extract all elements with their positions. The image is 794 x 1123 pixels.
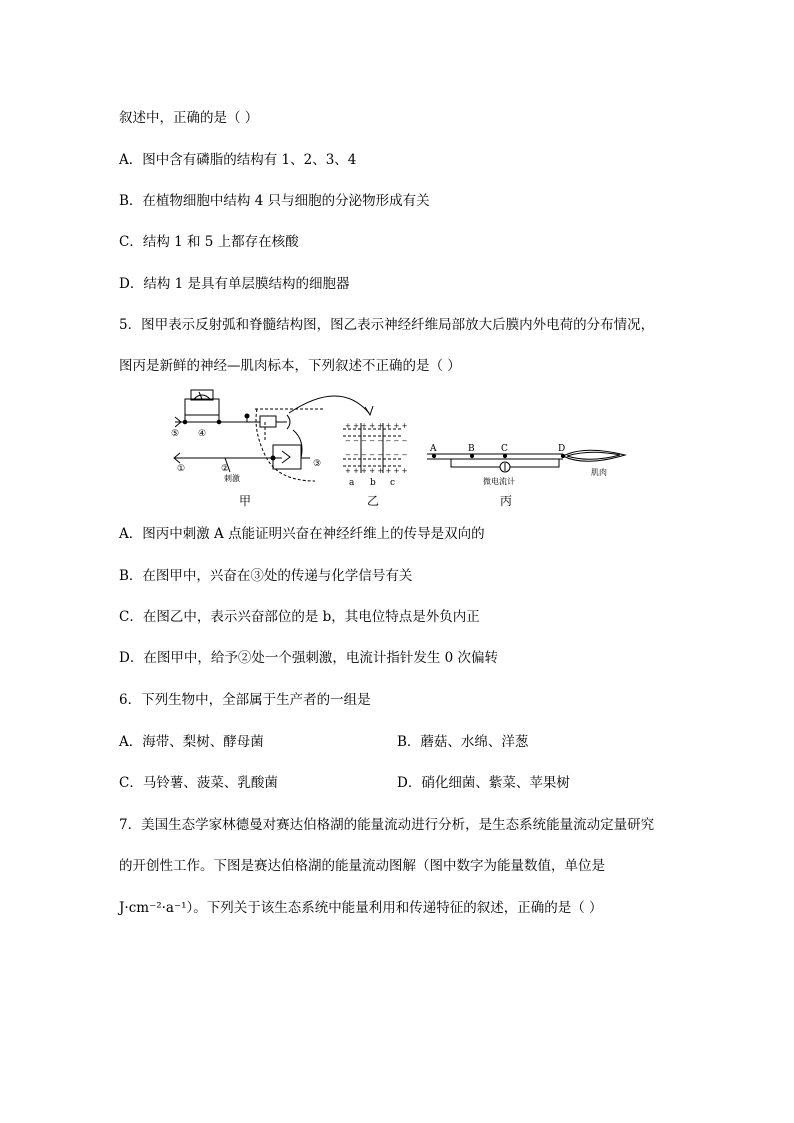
- q7-stem-line1: 7．美国生态学家林德曼对赛达伯格湖的能量流动进行分析，是生态系统能量流动定量研究: [119, 817, 655, 833]
- q6-option-a: A．海带、梨树、酵母菌: [119, 734, 264, 750]
- q6-option-b: B．蘑菇、水绵、洋葱: [397, 734, 529, 750]
- jia-label-2: ②: [221, 464, 230, 474]
- svg-text:− − − − − − − −: − − − − − − − −: [345, 451, 408, 459]
- yi-label-b: b: [370, 478, 376, 488]
- jia-label-4: ④: [198, 429, 207, 439]
- bing-label-a: A: [430, 444, 437, 454]
- bing-label-b: B: [468, 444, 475, 454]
- figure-yi: [343, 423, 401, 473]
- bing-caption: 丙: [500, 494, 513, 508]
- bing-label-c: C: [501, 444, 508, 454]
- q5-option-b: B．在图甲中，兴奋在③处的传递与化学信号有关: [119, 568, 413, 584]
- svg-text:− − − − − − − −: − − − − − − − −: [345, 437, 408, 445]
- jia-caption: 甲: [239, 494, 252, 508]
- q5-stem-line2: 图丙是新鲜的神经—肌肉标本，下列叙述不正确的是（ ）: [119, 358, 461, 374]
- bing-label-d: D: [558, 444, 566, 454]
- q7-stem-line3: J·cm⁻²·a⁻¹）。下列关于该生态系统中能量利用和传递特征的叙述，正确的是（ ）: [119, 900, 603, 916]
- jia-label-stimulus: 刺激: [224, 474, 240, 483]
- yi-label-a: a: [349, 478, 355, 488]
- q5-stem-line1: 5．图甲表示反射弧和脊髓结构图，图乙表示神经纤维局部放大后膜内外电荷的分布情况，: [119, 317, 655, 333]
- q4-option-c: C．结构 1 和 5 上都存在核酸: [119, 234, 299, 250]
- q5-option-c: C．在图乙中，表示兴奋部位的是 b，其电位特点是外负内正: [119, 609, 480, 625]
- q5-option-a: A．图丙中刺激 A 点能证明兴奋在神经纤维上的传导是双向的: [119, 526, 485, 542]
- q5-figure: [165, 385, 635, 510]
- q7-stem-line2: 的开创性工作。下图是赛达伯格湖的能量流动图解（图中数字为能量数值，单位是: [119, 858, 605, 874]
- jia-label-5: ⑤: [171, 429, 180, 439]
- figure-yi-labels: [349, 478, 395, 508]
- q4-stem-tail: 叙述中，正确的是（ ）: [119, 110, 259, 126]
- q6-option-c: C．马铃薯、菠菜、乳酸菌: [119, 775, 278, 791]
- jia-label-1: ①: [177, 464, 186, 474]
- q6-option-d: D．硝化细菌、紫菜、苹果树: [397, 775, 570, 791]
- q4-option-a: A．图中含有磷脂的结构有 1、2、3、4: [119, 152, 357, 168]
- q5-option-d: D．在图甲中，给予②处一个强刺激，电流计指针发生 0 次偏转: [119, 650, 498, 666]
- yi-label-c: c: [390, 478, 396, 488]
- figure-yi-charges: [345, 422, 408, 475]
- bing-label-meter: 微电流计: [483, 477, 515, 486]
- svg-text:+ + + + + + + +: + + + + + + + +: [345, 467, 408, 475]
- jia-label-3: ③: [313, 459, 322, 469]
- q6-stem: 6．下列生物中，全部属于生产者的一组是: [119, 692, 371, 708]
- bing-label-muscle: 肌肉: [591, 468, 607, 477]
- yi-caption: 乙: [367, 494, 380, 508]
- q4-option-d: D．结构 1 是具有单层膜结构的细胞器: [119, 276, 350, 292]
- q4-option-b: B．在植物细胞中结构 4 只与细胞的分泌物形成有关: [119, 193, 430, 209]
- svg-text:+ + + + + + + +: + + + + + + + +: [345, 422, 408, 430]
